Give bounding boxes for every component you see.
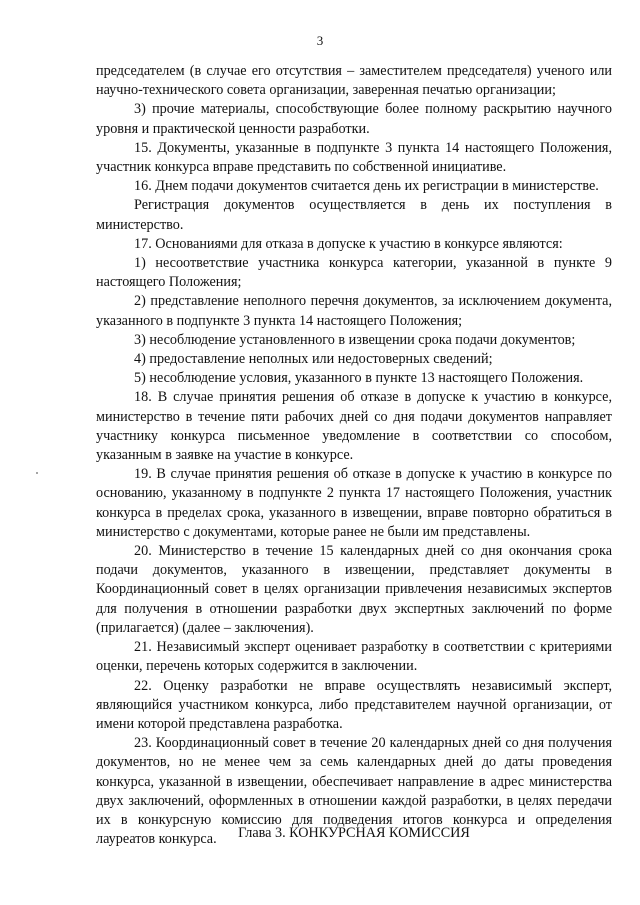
paragraph-16: 16. Днем подачи документов считается день их регистрации в министерстве.: [134, 178, 599, 195]
paragraph-item-3: 3) прочие материалы, способствующие более полному раскрытию научного уровня и практической ценности разработки.: [96, 101, 612, 137]
paragraph-21: 21. Независимый эксперт оценивает разработку в соответствии с критериями оценки, перечень которых содержится в заключении.: [96, 639, 612, 675]
paragraph-17-item-5: 5) несоблюдение условия, указанного в пункте 13 настоящего Положения.: [134, 370, 584, 387]
margin-mark: [36, 472, 38, 474]
chapter-heading: Глава 3. КОНКУРСНАЯ КОМИССИЯ: [238, 825, 470, 841]
paragraph-17-item-2: 2) представление неполного перечня документов, за исключением документа, указанного в подпункте 3 пункта 14 настоящего Положения;: [96, 293, 612, 329]
paragraph-continuation: председателем (в случае его отсутствия – заместителем председателя) ученого или научно-технического совета организации, заверенная печатью организации;: [96, 63, 612, 99]
paragraph-20: 20. Министерство в течение 15 календарных дней со дня окончания срока подачи документов, указанного в извещении, представляет документы в Координационный совет в целях организации привлечения независимых экспертов для получения в отношении разработки двух экспертных заключений по форме (прилагается) (далее – заключения).: [96, 543, 612, 636]
body-text: [96, 62, 612, 849]
paragraph-17-item-3: 3) несоблюдение установленного в извещении срока подачи документов;: [134, 331, 576, 348]
paragraph-18: 18. В случае принятия решения об отказе в допуске к участию в конкурсе, министерство в течение пяти рабочих дней со дня подачи документов направляет участнику конкурса письменное уведомление в соответствии со способом, указанным в заявке на участие в конкурсе.: [96, 389, 612, 464]
paragraph-15: 15. Документы, указанные в подпункте 3 пункта 14 настоящего Положения, участник конкурса вправе представить по собственной инициативе.: [96, 139, 612, 176]
paragraph-17: 17. Основаниями для отказа в допуске к участию в конкурсе являются:: [134, 235, 563, 252]
paragraph-22: 22. Оценку разработки не вправе осуществлять независимый эксперт, являющийся участником конкурса, либо представителем научной организации, от имени которой представлена разработка.: [96, 677, 612, 732]
paragraph-registration: Регистрация документов осуществляется в день их поступления в министерство.: [96, 197, 612, 233]
paragraph-23: 23. Координационный совет в течение 20 календарных дней со дня получения документов, но не менее чем за семь календарных дней до даты проведения конкурса, указанной в извещении, обеспечивает направление в адрес министерства двух заключений, оформленных в отношении каждой разработки, в целях передачи их в конкурсную комиссию для подведения итогов конкурса и определения лауреатов конкурса.: [96, 735, 612, 848]
paragraph-17-item-1: 1) несоответствие участника конкурса категории, указанной в пункте 9 настоящего Положения;: [96, 255, 612, 291]
page-number: 3: [316, 33, 324, 48]
paragraph-19: 19. В случае принятия решения об отказе в допуске к участию в конкурсе по основанию, указанному в подпункте 2 пункта 17 настоящего Положения, участник конкурса в пределах срока, указанного в извещении, вправе повторно обратиться в министерство с документами, которые ранее не были им представлены.: [96, 466, 612, 540]
paragraph-17-item-4: 4) предоставление неполных или недостоверных сведений;: [134, 351, 493, 368]
